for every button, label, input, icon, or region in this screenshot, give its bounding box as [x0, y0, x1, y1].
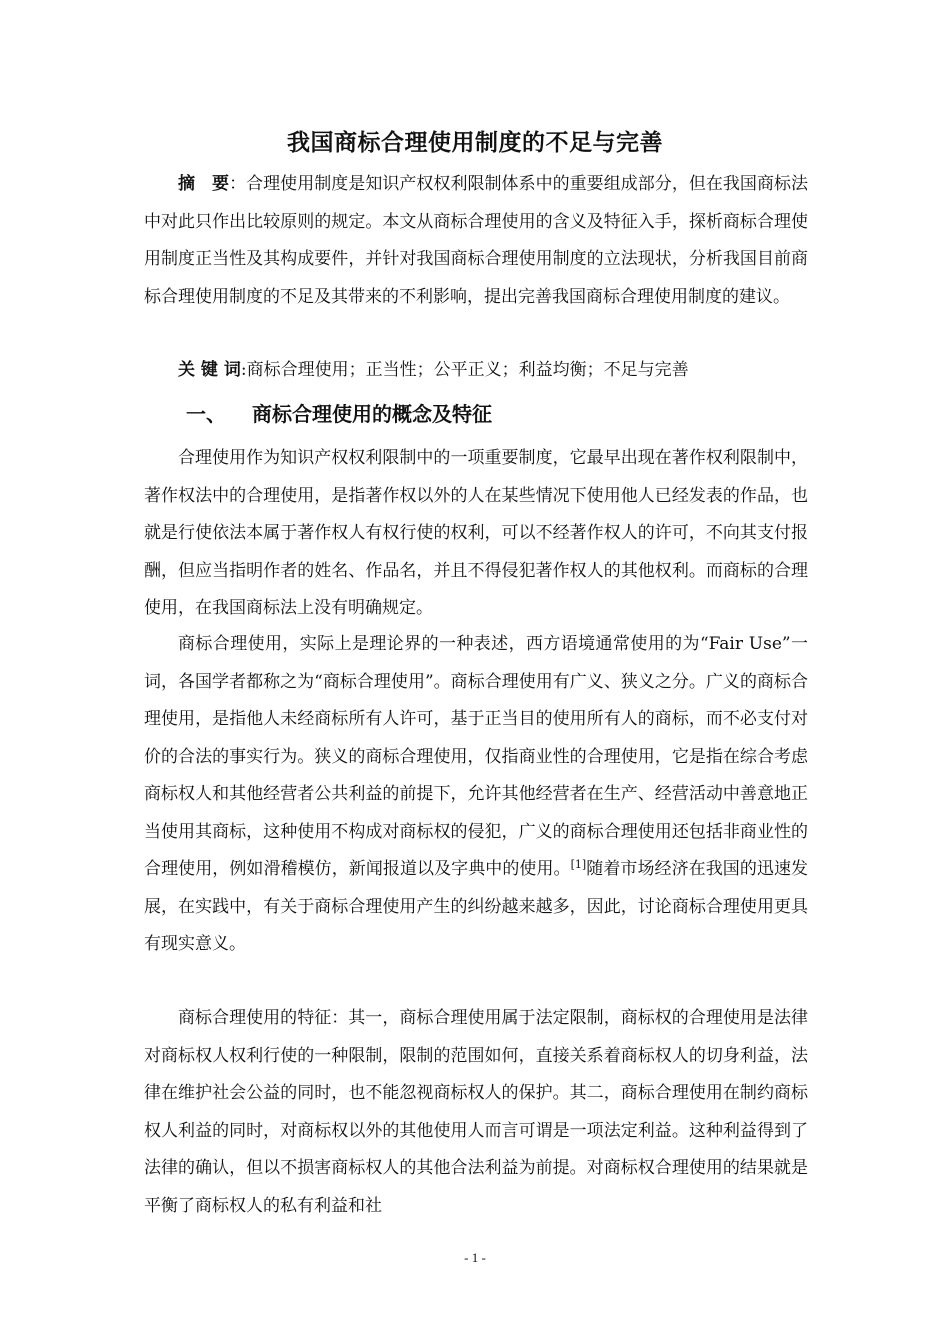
keywords-label: 关 键 词: [178, 360, 241, 380]
keywords-text: :商标合理使用；正当性；公平正义；利益均衡；不足与完善: [240, 360, 689, 380]
document-title: 我国商标合理使用制度的不足与完善: [287, 130, 663, 156]
page-number: - 1 -: [464, 1250, 486, 1265]
abstract-text: ：合理使用制度是知识产权权利限制体系中的重要组成部分，但在我国商标法中对此只作出比较原则的规定。本文从商标合理使用的含义及特征入手，探析商标合理使用制度正当性及其构成要件，并针对我国商标合理使用制度的立法现状，分析我国目前商标合理使用制度的不足及其带来的不利影响，提出完善我国商标合理使用制度的建议。: [144, 174, 809, 307]
paragraph-2: [144, 626, 808, 964]
abstract: [144, 166, 808, 316]
section-title: 商标合理使用的概念及特征: [252, 402, 492, 426]
paragraph-2-text-b: 随着市场经济在我国的迅速发展，在实践中，有关于商标合理使用产生的纠纷越来越多，因此，讨论商标合理使用更具有现实意义。: [144, 859, 809, 954]
citation-ref: [1]: [570, 858, 587, 871]
paragraph-1: 合理使用作为知识产权权利限制中的一项重要制度，它最早出现在著作权利限制中，著作权法中的合理使用，是指著作权以外的人在某些情况下使用他人已经发表的作品，也就是行使依法本属于著作权人有权行使的权利，可以不经著作权人的许可，不向其支付报酬，但应当指明作者的姓名、作品名，并且不得侵犯著作权人的其他权利。而商标的合理使用，在我国商标法上没有明确规定。: [144, 448, 808, 618]
abstract-label: 摘 要: [178, 174, 230, 194]
paragraph-3: 商标合理使用的特征：其一，商标合理使用属于法定限制，商标权的合理使用是法律对商标权人权利行使的一种限制，限制的范围如何，直接关系着商标权人的切身利益，法律在维护社会公益的同时，也不能忽视商标权人的保护。其二，商标合理使用在制约商标权人利益的同时，对商标权以外的其他使用人而言可谓是一项法定利益。这种利益得到了法律的确认，但以不损害商标权人的其他合法利益为前提。对商标权合理使用的结果就是平衡了商标权人的私有利益和社: [144, 1008, 808, 1216]
section-heading: [186, 394, 492, 434]
keywords: [144, 352, 808, 390]
paragraph-2-text-a: 商标合理使用，实际上是理论界的一种表述，西方语境通常使用的为“Fair Use”一词，各国学者都称之为“商标合理使用”。商标合理使用有广义、狭义之分。广义的商标合理使用，是指他人未经商标所有人许可，基于正当目的使用所有人的商标，而不必支付对价的合法的事实行为。狭义的商标合理使用，仅指商业性的合理使用，它是指在综合考虑商标权人和其他经营者公共利益的前提下，允许其他经营者在生产、经营活动中善意地正当使用其商标，这种使用不构成对商标权的侵犯，广义的商标合理使用还包括非商业性的合理使用，例如滑稽模仿，新闻报道以及字典中的使用。: [144, 634, 808, 879]
section-number: 一、: [186, 402, 226, 426]
